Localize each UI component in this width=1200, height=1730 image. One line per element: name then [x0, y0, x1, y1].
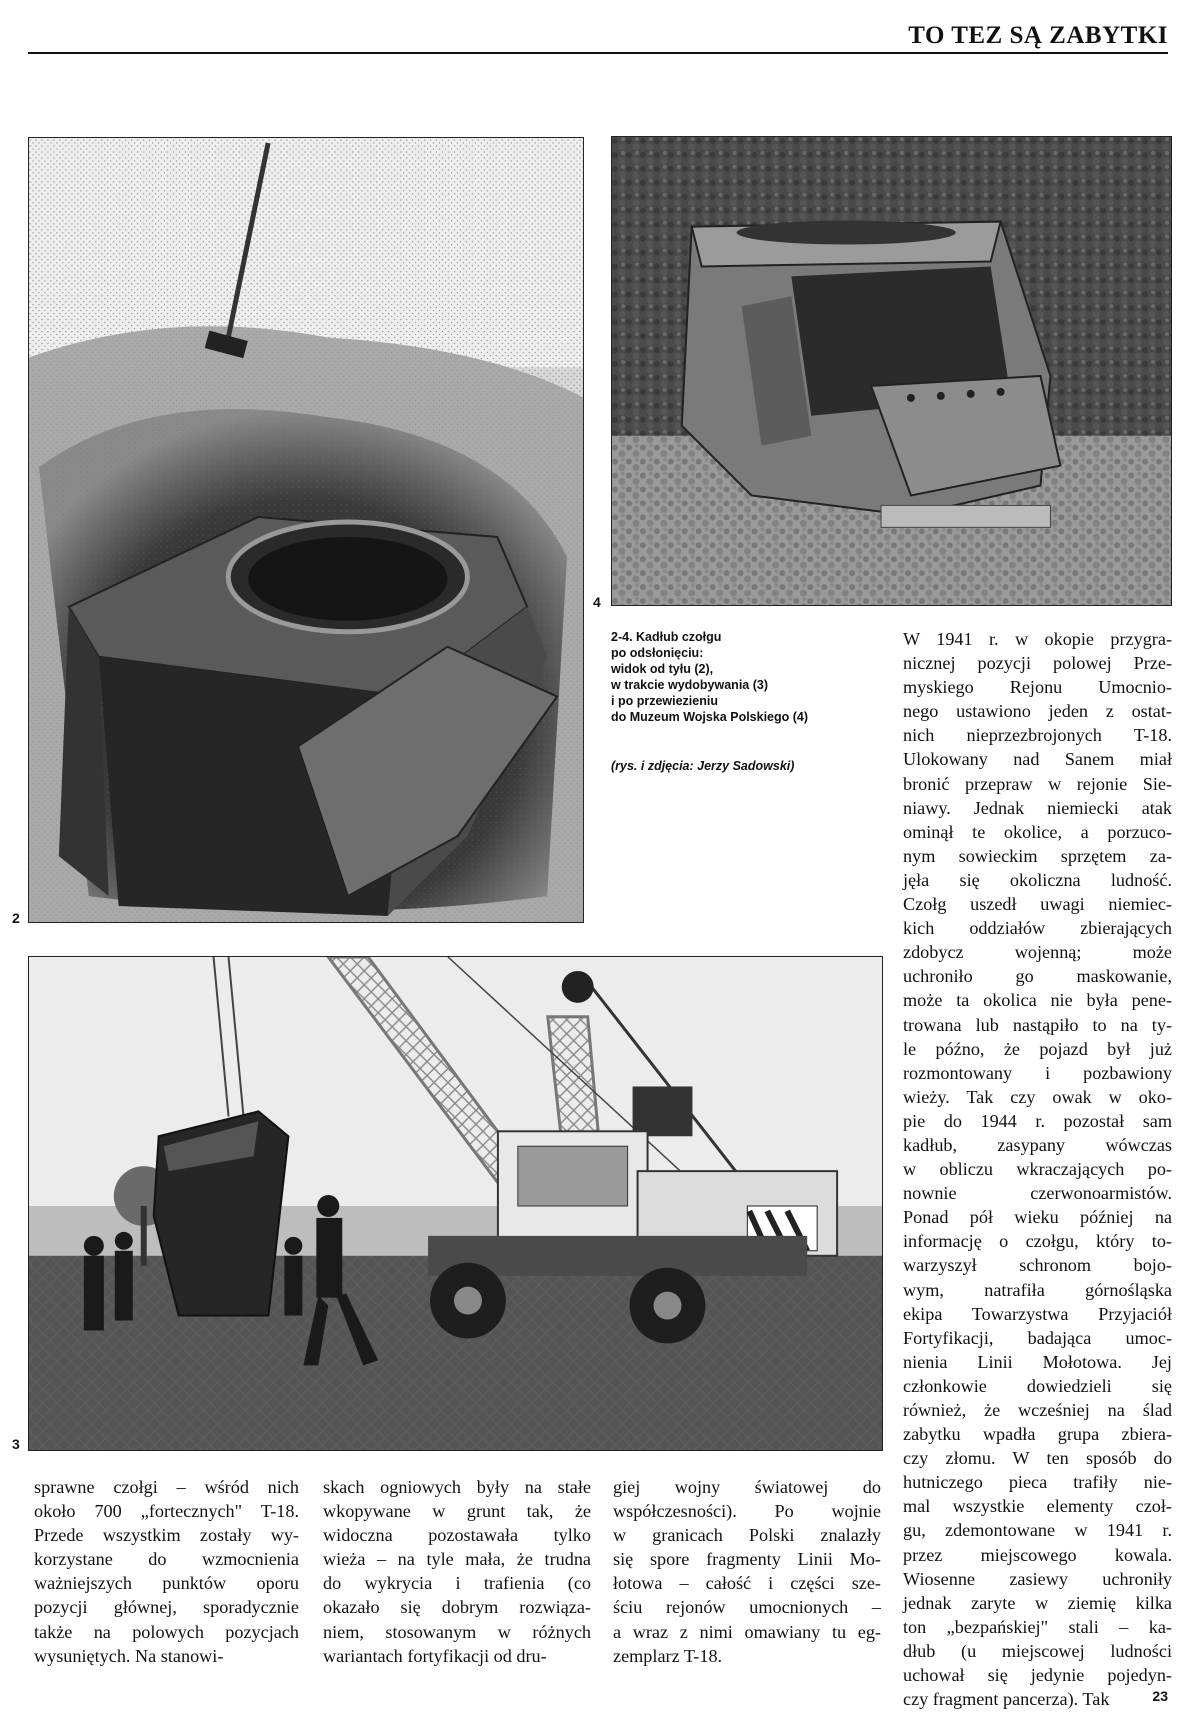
text-line: le późno, że pojazd był już: [903, 1038, 1172, 1059]
photo-2-image: [29, 138, 583, 922]
text-line: ściu rejonów umocnionych –: [613, 1597, 881, 1618]
text-line: Ponad pół wieku później na: [903, 1207, 1172, 1228]
caption-line: do Muzeum Wojska Polskiego (4): [611, 710, 809, 724]
text-line: giej wojny światowej do: [613, 1477, 881, 1497]
text-line: pozycji głównej, sporadycznie: [34, 1597, 299, 1618]
text-line: uchował się jedynie pojedyn-: [903, 1665, 1172, 1686]
text-line: także na polowych pozycjach: [34, 1621, 299, 1642]
text-line: czy fragment pancerza). Tak: [903, 1689, 1110, 1710]
text-line: nienia Linii Mołotowa. Jej: [903, 1351, 1172, 1372]
text-line: do wykrycia i trafienia (co: [323, 1573, 591, 1594]
text-line: bronić przepraw w rejonie Sie-: [903, 773, 1172, 794]
text-line: rozmontowany i pozbawiony: [903, 1062, 1172, 1083]
text-line: sprawne czołgi – wśród nich: [34, 1477, 299, 1497]
photo-tank-hull-in-pit: [28, 137, 584, 923]
photo-number-4: 4: [593, 594, 601, 610]
text-line: nownie czerwonoarmistów.: [903, 1183, 1172, 1204]
text-line: wym, natrafiła górnośląska: [903, 1279, 1172, 1300]
text-line: ekipa Towarzystwa Przyjaciół: [903, 1303, 1172, 1324]
text-line: nicznej pozycji polowej Prze-: [903, 653, 1172, 674]
photo-caption: [611, 629, 876, 725]
text-line: wieży. Tak czy owak w oko-: [903, 1086, 1172, 1107]
text-line: zemplarz T-18.: [613, 1645, 723, 1666]
article-column-bottom-3: [613, 1475, 881, 1668]
text-line: zabytku wpadła grupa zbiera-: [903, 1424, 1172, 1445]
text-line: ton „bezpańskiej" stali – ka-: [903, 1616, 1172, 1637]
text-line: widoczna pozostawała tylko: [323, 1525, 591, 1546]
text-line: pie do 1944 r. pozostał sam: [903, 1110, 1172, 1131]
caption-line: po odsłonięciu:: [611, 646, 704, 660]
text-line: około 700 „fortecznych" T-18.: [34, 1501, 299, 1522]
text-line: może ta okolica nie była pene-: [903, 990, 1172, 1011]
photo-number-2: 2: [12, 910, 20, 926]
text-line: Przede wszystkim zostały wy-: [34, 1525, 299, 1546]
caption-line: w trakcie wydobywania (3): [611, 678, 768, 692]
text-line: ominął te okolice, a porzuco-: [903, 821, 1172, 842]
text-line: Fortyfikacji, badająca umoc-: [903, 1327, 1172, 1348]
text-line: a wraz z nimi omawiany tu eg-: [613, 1621, 881, 1642]
text-line: kich oddziałów zbierających: [903, 918, 1172, 939]
photo-tank-hull-museum: [611, 136, 1172, 606]
text-line: nego ustawiono jeden z ostat-: [903, 701, 1172, 722]
text-line: korzystane do wzmocnienia: [34, 1549, 299, 1570]
text-line: Czołg uszedł uwagi niemiec-: [903, 894, 1172, 915]
text-line: nich nieprzezbrojonych T-18.: [903, 725, 1172, 746]
text-line: informację o czołgu, który to-: [903, 1231, 1172, 1252]
text-line: warzyszył schronom bojo-: [903, 1255, 1172, 1276]
text-line: wkopywane w grunt tak, że: [323, 1501, 591, 1522]
article-column-bottom-2: [323, 1475, 591, 1668]
header-rule: [28, 52, 1168, 54]
text-line: wariantach fortyfikacji od dru-: [323, 1645, 547, 1666]
section-title: TO TEZ SĄ ZABYTKI: [908, 22, 1168, 49]
caption-line: i po przewiezieniu: [611, 694, 718, 708]
text-line: niem, stosowanym w różnych: [323, 1621, 591, 1642]
text-line: łotowa – całość i części sze-: [613, 1573, 881, 1594]
text-line: zdobycz wojenną; może: [903, 942, 1172, 963]
text-line: się spore fragmenty Linii Mo-: [613, 1549, 881, 1570]
text-line: kadłub, zasypany wówczas: [903, 1134, 1172, 1155]
article-column-bottom-1: [34, 1475, 299, 1668]
caption-line: widok od tyłu (2),: [611, 662, 714, 676]
text-line: skach ogniowych były na stałe: [323, 1477, 591, 1497]
text-line: współczesności). Po wojnie: [613, 1501, 881, 1522]
text-line: członkowie dowiedzieli się: [903, 1375, 1172, 1396]
text-line: Ulokowany nad Sanem miał: [903, 749, 1172, 770]
text-line: ważniejszych punktów oporu: [34, 1573, 299, 1594]
text-line: hutniczego pieca trafiły nie-: [903, 1472, 1172, 1493]
text-line: Wiosenne zasiewy uchroniły: [903, 1568, 1172, 1589]
photo-4-image: [612, 137, 1171, 605]
page-number: 23: [1152, 1688, 1168, 1704]
text-line: uchroniło go maskowanie,: [903, 966, 1172, 987]
text-line: jęła się okoliczna ludność.: [903, 869, 1172, 890]
text-line: dłub (u miejscowej ludności: [903, 1640, 1172, 1661]
article-column-right: [903, 627, 1172, 1711]
text-line: czy złomu. W ten sposób do: [903, 1448, 1172, 1469]
text-line: przez miejscowego kowala.: [903, 1544, 1172, 1565]
text-line: jednak zaryte w ziemię kilka: [903, 1592, 1172, 1613]
text-line: niawy. Jednak niemiecki atak: [903, 797, 1172, 818]
text-line: w granicach Polski znalazły: [613, 1525, 881, 1546]
photo-3-image: [29, 957, 882, 1450]
photo-crane-lifting-hull: [28, 956, 883, 1451]
text-line: mal wszystkie elementy czoł-: [903, 1496, 1172, 1517]
text-line: wysuniętych. Na stanowi-: [34, 1645, 224, 1666]
text-line: wieża – na tyle mała, że trudna: [323, 1549, 591, 1570]
photo-number-3: 3: [12, 1436, 20, 1452]
text-line: nym sowieckim sprzętem za-: [903, 845, 1172, 866]
text-line: również, że wcześniej na ślad: [903, 1400, 1172, 1420]
text-line: trowana lub nastąpiło to na ty-: [903, 1014, 1172, 1035]
text-line: w obliczu wkraczających po-: [903, 1159, 1172, 1180]
text-line: W 1941 r. w okopie przygra-: [903, 629, 1172, 649]
text-line: myskiego Rejonu Umocnio-: [903, 677, 1172, 698]
photo-credit: (rys. i zdjęcia: Jerzy Sadowski): [611, 759, 795, 773]
caption-line: 2-4. Kadłub czołgu: [611, 630, 722, 644]
text-line: gu, zdemontowane w 1941 r.: [903, 1520, 1172, 1541]
text-line: okazało się dobrym rozwiąza-: [323, 1597, 591, 1618]
